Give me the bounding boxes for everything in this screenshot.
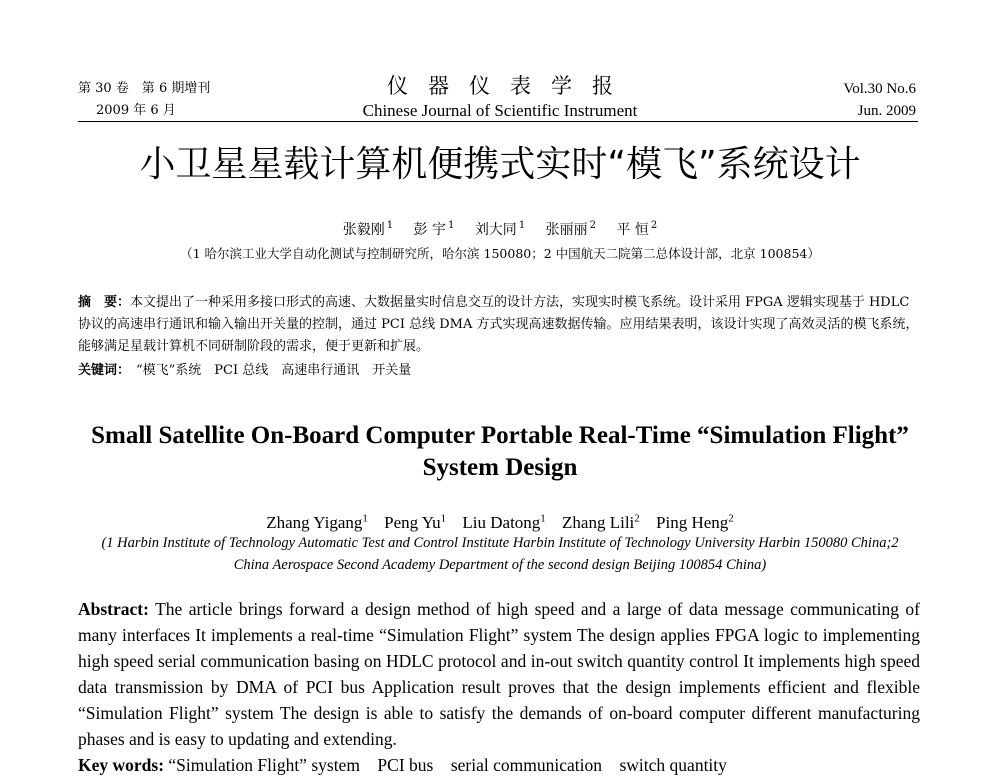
keywords-en bbox=[78, 752, 920, 775]
abstract-cn-text: 本文提出了一种采用多接口形式的高速、大数据量实时信息交互的设计方法，实现实时模飞系统。设计采用 FPGA 逻辑实现基于 HDLC 协议的高速串行通讯和输入输出开关量的控制，通过 PCI 总线 DMA 方式实现高速数据传输。应用结果表明，该设计实现了高效灵活的模飞系统，能够满足星载计算机不同研制阶段的需求，便于更新和扩展。 bbox=[78, 295, 919, 354]
authors-cn bbox=[40, 216, 960, 240]
abstract-cn-label: 摘 要： bbox=[78, 295, 131, 310]
author-cn: 刘大同 $^1$ bbox=[474, 220, 526, 238]
author-cn: 彭 宇 $^1$ bbox=[413, 220, 455, 238]
keywords-cn bbox=[78, 360, 920, 382]
title-en: Small Satellite On-Board Computer Portable Real-Time “Simulation Flight” System Design bbox=[91, 422, 909, 481]
journal-name bbox=[330, 72, 670, 122]
volume-info bbox=[843, 78, 916, 122]
author-en: Ping Heng$^2$ bbox=[656, 512, 734, 532]
keywords-cn-text: “模飞”系统 PCI 总线 高速串行通讯 开关量 bbox=[136, 363, 412, 378]
author-en: Zhang Yigang$^1$ bbox=[266, 512, 368, 532]
author-en: Peng Yu$^1$ bbox=[384, 512, 447, 532]
issue-info bbox=[78, 78, 210, 122]
keywords-cn-label: 关键词： bbox=[78, 363, 131, 378]
author-en: Liu Datong$^1$ bbox=[462, 512, 546, 532]
abstract-en-text: The article brings forward a design method of high speed and a large of data message communicating of many interfaces It implements a real-time “Simulation Flight” system The design applies FPGA logic to implementing high speed serial communication basing on HDLC protocol and in-out switch quantity control It implements high speed data transmission by DMA of PCI bus Application result proves that the design implements efficient and flexible “Simulation Flight” system The design is able to satisfy the demands of on-board computer different manufacturing phases and is easy to updating and extending. bbox=[78, 599, 921, 749]
journal-name-en: Chinese Journal of Scientific Instrument bbox=[362, 101, 638, 120]
abstract-cn bbox=[78, 292, 920, 358]
authors-en bbox=[40, 506, 960, 535]
header-rule bbox=[78, 121, 918, 122]
affiliation-cn: （1 哈尔滨工业大学自动化测试与控制研究所，哈尔滨 150080；2 中国航天二院第二总体设计部，北京 100854） bbox=[180, 246, 820, 261]
author-cn: 张毅刚 $^1$ bbox=[342, 220, 394, 238]
author-cn: 平 恒 $^2$ bbox=[616, 220, 658, 238]
keywords-en-label: Key words: bbox=[78, 755, 165, 775]
keywords-en-text: “Simulation Flight” system PCI bus serial communication switch quantity bbox=[168, 755, 727, 775]
author-en: Zhang Lili$^2$ bbox=[562, 512, 640, 532]
volume-number: Vol.30 No.6 bbox=[843, 81, 916, 97]
issue-volume: 第 30 卷 第 6 期增刊 bbox=[78, 81, 211, 96]
issue-date: 2009 年 6 月 bbox=[96, 103, 176, 118]
abstract-en bbox=[78, 596, 920, 752]
journal-name-cn: 仪器仪表学报 bbox=[387, 74, 633, 98]
author-cn: 张丽丽 $^2$ bbox=[545, 220, 597, 238]
title-cn: 小卫星星载计算机便携式实时“模飞”系统设计 bbox=[139, 144, 861, 185]
affiliation-en: (1 Harbin Institute of Technology Automatic Test and Control Institute Harbin Institute of Technology University Harbin 150080 China;2 China Aerospace Second Academy Department of the second design Beijing 100854 China) bbox=[101, 535, 899, 573]
volume-date: Jun. 2009 bbox=[857, 103, 916, 119]
abstract-en-label: Abstract: bbox=[78, 599, 149, 619]
